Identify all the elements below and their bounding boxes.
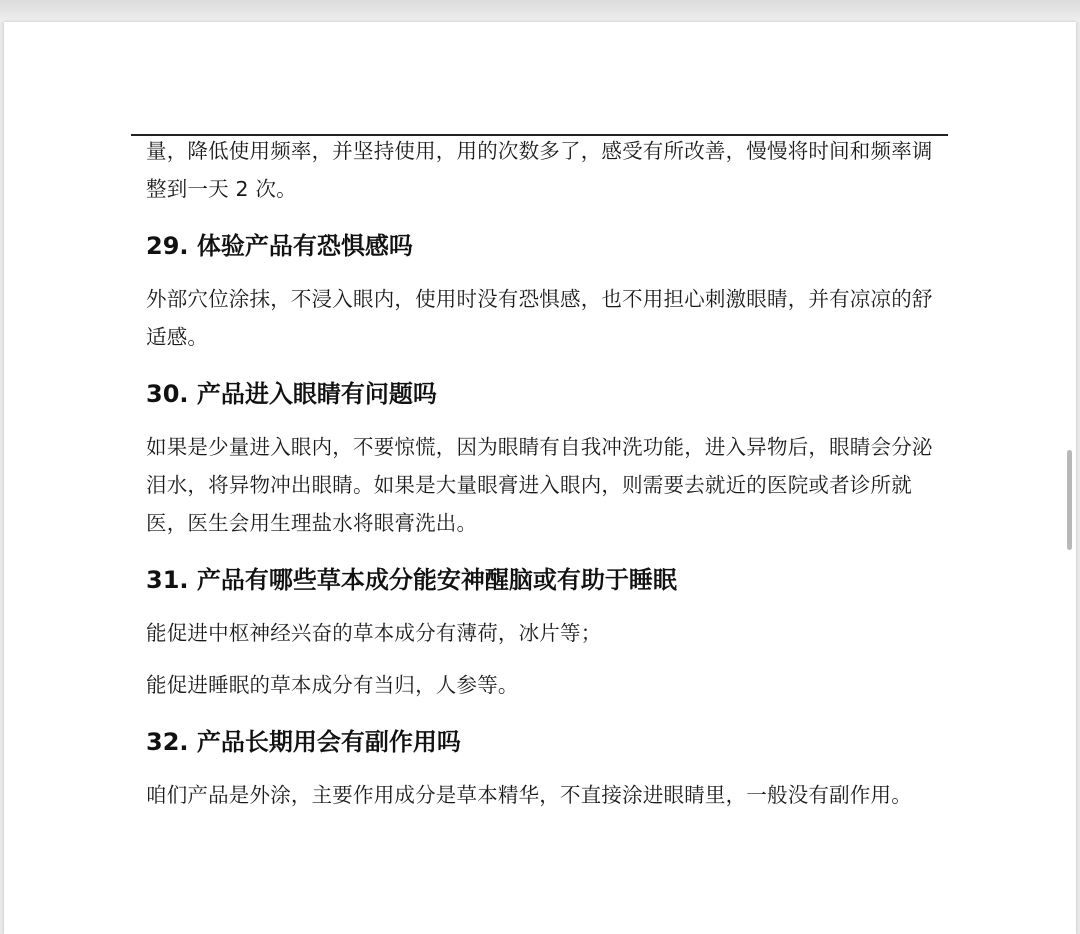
viewer-top-bar: [0, 0, 1080, 22]
section-heading-31: 31. 产品有哪些草本成分能安神醒脑或有助于睡眠: [146, 566, 677, 594]
intro-paragraph: 量，降低使用频率，并坚持使用，用的次数多了，感受有所改善，慢慢将时间和频率调整到一天 2 次。: [146, 139, 933, 201]
section-heading-32: 32. 产品长期用会有副作用吗: [146, 728, 461, 756]
section-32-paragraph: 咱们产品是外涂，主要作用成分是草本精华，不直接涂进眼睛里，一般没有副作用。: [146, 783, 912, 807]
section-31-paragraph-2: 能促进睡眠的草本成分有当归，人参等。: [146, 673, 519, 697]
section-31-paragraph-1: 能促进中枢神经兴奋的草本成分有薄荷，冰片等；: [146, 621, 602, 645]
section-29-paragraph: 外部穴位涂抹，不浸入眼内，使用时没有恐惧感，也不用担心刺激眼睛，并有凉凉的舒适感。: [146, 287, 933, 349]
scrollbar-thumb[interactable]: [1067, 450, 1072, 550]
section-heading-29: 29. 体验产品有恐惧感吗: [146, 232, 413, 260]
document-content: [146, 132, 946, 814]
section-30-paragraph: 如果是少量进入眼内，不要惊慌，因为眼睛有自我冲洗功能，进入异物后，眼睛会分泌泪水，将异物冲出眼睛。如果是大量眼膏进入眼内，则需要去就近的医院或者诊所就医，医生会用生理盐水将眼膏洗出。: [146, 435, 933, 535]
section-heading-30: 30. 产品进入眼睛有问题吗: [146, 380, 437, 408]
